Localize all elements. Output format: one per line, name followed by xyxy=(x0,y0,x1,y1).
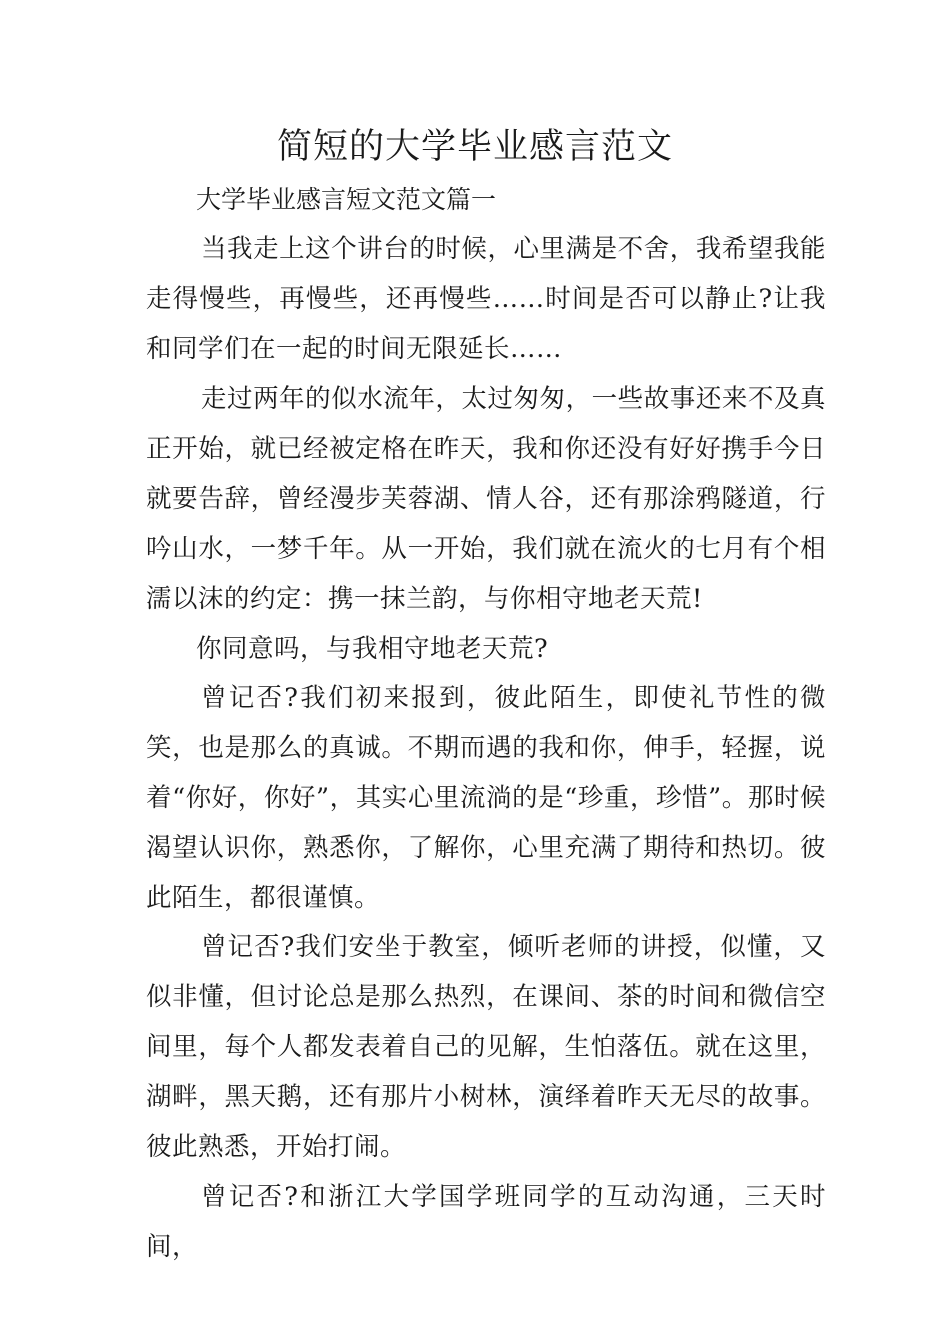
paragraph: 曾记否?我们安坐于教室，倾听老师的讲授，似懂，又似非懂，但讨论总是那么热烈，在课间、茶的时间和微信空间里，每个人都发表着自己的见解，生怕落伍。就在这里，湖畔，黑天鹅，还有那片小树林，演绎着昨天无尽的故事。彼此熟悉，开始打闹。 xyxy=(146,932,826,1162)
paragraph: 走过两年的似水流年，太过匆匆，一些故事还来不及真正开始，就已经被定格在昨天，我和你还没有好好携手今日就要告辞，曾经漫步芙蓉湖、情人谷，还有那涂鸦隧道，行吟山水，一梦千年。从一开始，我们就在流火的七月有个相濡以沫的约定：携一抹兰韵，与你相守地老天荒! xyxy=(146,384,826,614)
paragraph: 曾记否?和浙江大学国学班同学的互动沟通，三天时间， xyxy=(146,1182,826,1262)
paragraph: 曾记否?我们初来报到，彼此陌生，即使礼节性的微笑，也是那么的真诚。不期而遇的我和你，伸手，轻握，说着“你好，你好”，其实心里流淌的是“珍重，珍惜”。那时候渴望认识你，熟悉你，了解你，心里充满了期待和热切。彼此陌生，都很谨慎。 xyxy=(146,683,826,913)
paragraph: 当我走上这个讲台的时候，心里满是不舍，我希望我能走得慢些，再慢些，还再慢些……时间是否可以静止?让我和同学们在一起的时间无限延长…… xyxy=(146,234,826,364)
section-heading: 大学毕业感言短文范文篇一 xyxy=(196,185,497,214)
document-title: 简短的大学毕业感言范文 xyxy=(276,127,673,167)
paragraph: 你同意吗，与我相守地老天荒? xyxy=(196,634,549,664)
